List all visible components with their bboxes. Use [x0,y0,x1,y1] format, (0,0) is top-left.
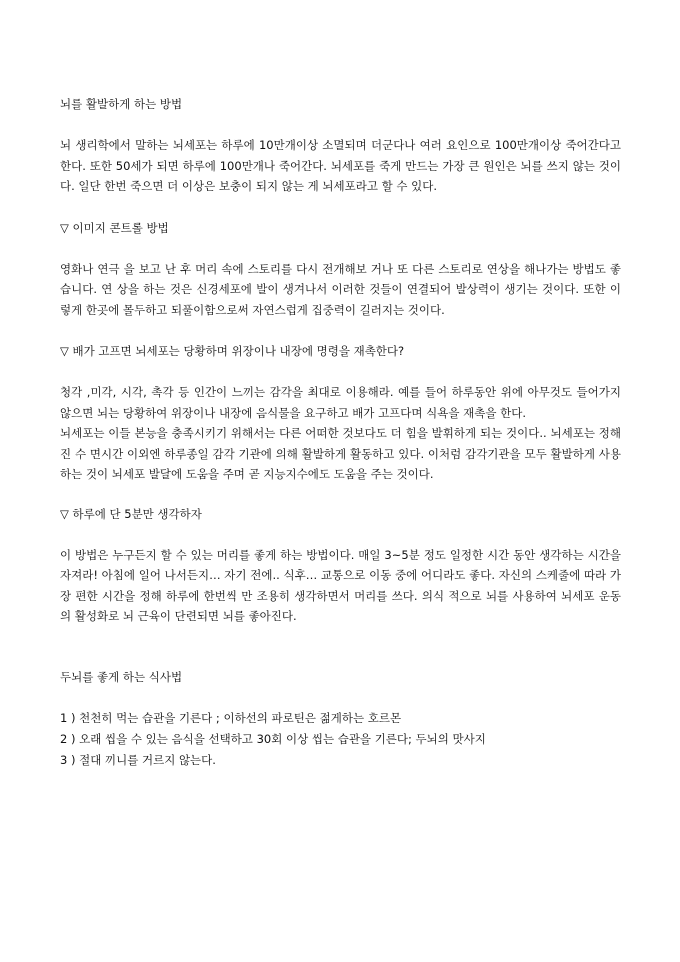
section-body-image-control: 영화나 연극 을 보고 난 후 머리 속에 스토리를 다시 전개해보 거나 또 다른 스토리로 연상을 해나가는 방법도 좋습니다. 연 상을 하는 것은 신경세포에 발이 생겨나서 이러한 것들이 연결되어 발상력이 생기는 것이다. 또한 이렇게 한곳에 몰두하고 되풀이함으로써 자연스럽게 집중력이 길러지는 것이다. [60,261,621,317]
section-heading-hunger: ▽ 배가 고프면 뇌세포는 당황하며 위장이나 내장에 명령을 재촉한다? [60,344,405,358]
diet-title: 두뇌를 좋게 하는 식사법 [60,669,183,684]
document-body [60,94,621,771]
list-item: 1 ) 천천히 먹는 습관을 기른다 ; 이하선의 파로틴은 젊게하는 호르몬 [60,710,402,725]
list-item: 3 ) 절대 끼니를 거르지 않는다. [60,752,216,767]
list-item: 2 ) 오래 씹을 수 있는 음식을 선택하고 30회 이상 씹는 습관을 기른다; 두뇌의 맛사지 [60,731,486,746]
diet-list [60,708,621,771]
section-body-hunger-2: 뇌세포는 이들 본능을 충족시키기 위해서는 다른 어떠한 것보다도 더 힘을 발휘하게 되는 것이다.. 뇌세포는 정해진 수 면시간 이외엔 하루종일 감각 기관에 의해 활발하게 활동하고 있다. 이처럼 감각기관을 모두 활발하게 사용하는 것이 뇌세포 발달에 도움을 주며 곧 지능지수에도 도움을 주는 것이다. [60,426,621,481]
section-body-five-minutes: 이 방법은 누구든지 할 수 있는 머리를 좋게 하는 방법이다. 매일 3~5분 정도 일정한 시간 동안 생각하는 시간을 자져라! 아침에 일어 나서든지… 자기 전에.. 식후… 교통으로 이동 중에 어디라도 좋다. 자신의 스케줄에 따라 가장 편한 시간을 정해 하루에 한번씩 만 조용히 생각하면서 머리를 쓰다. 의식 적으로 뇌를 사용하여 뇌세포 운동의 활성화로 뇌 근육이 단련되면 뇌를 좋아진다. [60,547,621,623]
section-heading-five-minutes: ▽ 하루에 단 5분만 생각하자 [60,506,202,521]
document-title: 뇌를 활발하게 하는 방법 [60,97,183,111]
section-body-hunger-1: 청각 ,미각, 시각, 촉각 등 인간이 느끼는 감각을 최대로 이용해라. 예를 들어 하루동안 위에 아무것도 들어가지 않으면 뇌는 당황하여 위장이나 내장에 음식물을 요구하고 배가 고프다며 식욕을 재촉을 한다. [60,385,621,420]
intro-paragraph: 뇌 생리학에서 말하는 뇌세포는 하루에 10만개이상 소멸되며 더군다나 여러 요인으로 100만개이상 죽어간다고 한다. 또한 50세가 되면 하루에 100만개나 죽어간다. 뇌세포를 죽게 만드는 가장 큰 원인은 뇌를 쓰지 않는 것이다. 일단 한번 죽으면 더 이상은 보충이 되지 않는 게 뇌세포라고 할 수 있다. [60,138,621,193]
section-heading-image-control: ▽ 이미지 콘트롤 방법 [60,220,169,235]
